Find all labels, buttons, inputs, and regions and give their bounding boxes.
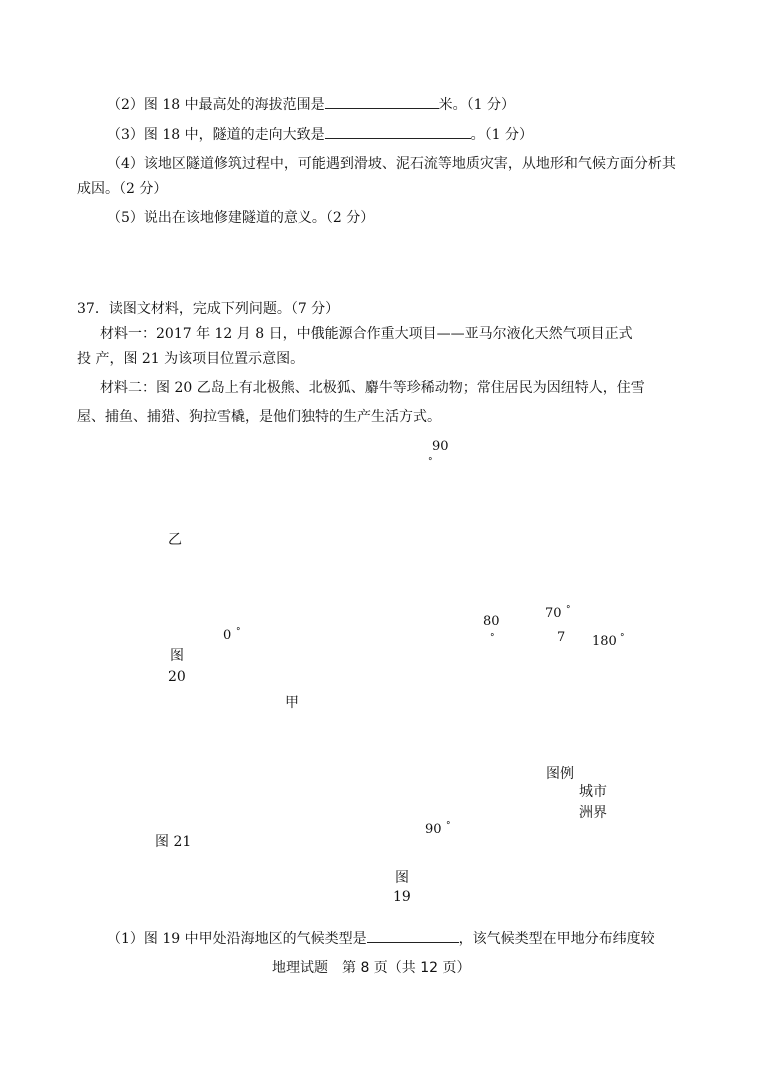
q3-text: （3）图 18 中，隧道的走向大致是 bbox=[107, 127, 325, 143]
degree-mark: ° bbox=[446, 821, 451, 831]
q3-answer-blank[interactable] bbox=[325, 124, 471, 139]
degree-mark: ° bbox=[566, 605, 571, 615]
label-0: 0 bbox=[223, 628, 232, 643]
q37-title: 37．读图文材料，完成下列问题。（7 分） bbox=[77, 301, 340, 317]
label-70: 70 bbox=[545, 606, 562, 621]
degree-mark: ° bbox=[428, 457, 433, 467]
q37-material1-line1: 材料一：2017 年 12 月 8 日，中俄能源合作重大项目——亚马尔液化天然气项目正式 bbox=[100, 326, 633, 342]
legend-border: 洲界 bbox=[579, 805, 607, 821]
q37-material1-line2: 投 产，图 21 为该项目位置示意图。 bbox=[77, 351, 305, 367]
legend-title: 图例 bbox=[546, 766, 574, 782]
legend-city: 城市 bbox=[579, 784, 607, 800]
figure-19-label-tu: 图 bbox=[395, 870, 409, 886]
question-5: （5）说出在该地修建隧道的意义。（2 分） bbox=[107, 210, 375, 226]
q37-sub1-suffix: ，该气候类型在甲地分布纬度较 bbox=[458, 931, 655, 947]
label-90-bottom: 90 bbox=[425, 822, 442, 837]
figure-19-label-num: 19 bbox=[393, 889, 411, 905]
label-jia: 甲 bbox=[285, 695, 299, 711]
question-2 bbox=[107, 94, 515, 115]
figure-21-label: 图 21 bbox=[155, 834, 192, 850]
label-80: 80 bbox=[483, 614, 500, 629]
question-3 bbox=[107, 124, 533, 145]
label-7: 7 bbox=[557, 630, 566, 645]
q2-answer-blank[interactable] bbox=[325, 94, 439, 109]
degree-mark: ° bbox=[236, 627, 241, 637]
label-yi-island: 乙 bbox=[168, 532, 182, 548]
figure-20-label-tu: 图 bbox=[170, 648, 184, 664]
q3-suffix: 。（1 分） bbox=[470, 127, 533, 143]
question-4-line1: （4）该地区隧道修筑过程中，可能遇到滑坡、泥石流等地质灾害，从地形和气候方面分析其 bbox=[107, 156, 676, 172]
degree-mark: ° bbox=[620, 633, 625, 643]
degree-mark: ° bbox=[490, 633, 495, 643]
q37-material2-line1: 材料二：图 20 乙岛上有北极熊、北极狐、麝牛等珍稀动物；常住居民为因纽特人，住雪 bbox=[100, 380, 645, 396]
label-90-top: 90 bbox=[432, 439, 449, 454]
question-4-line2: 成因。（2 分） bbox=[77, 181, 168, 197]
q2-suffix: 米。（1 分） bbox=[438, 97, 515, 113]
figure-20-label-num: 20 bbox=[168, 669, 186, 685]
q2-text: （2）图 18 中最高处的海拔范围是 bbox=[107, 97, 325, 113]
q37-sub1 bbox=[107, 928, 655, 949]
q37-sub1-text: （1）图 19 中甲处沿海地区的气候类型是 bbox=[107, 931, 367, 947]
page-footer: 地理试题 第 8 页（共 12 页） bbox=[272, 960, 471, 976]
label-180: 180 bbox=[592, 634, 617, 649]
q37-sub1-answer-blank[interactable] bbox=[367, 928, 459, 943]
q37-material2-line2: 屋、捕鱼、捕猎、狗拉雪橇，是他们独特的生产生活方式。 bbox=[77, 409, 441, 425]
